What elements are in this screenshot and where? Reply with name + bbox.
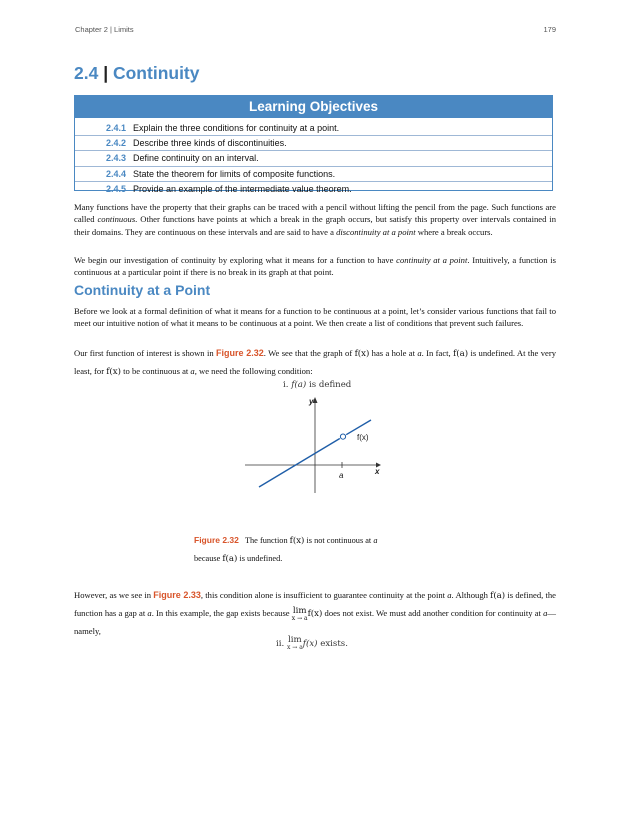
objective-item <box>75 167 552 182</box>
caption-label: Figure 2.32 <box>194 535 239 545</box>
text-run: is undefined. <box>237 554 283 563</box>
math-fa: f(a) <box>490 591 506 601</box>
text-run: has a hole at <box>371 348 418 358</box>
text-run: to be continuous at <box>123 366 191 376</box>
math-fx: f(x) <box>354 349 370 359</box>
text-run: where a break occurs. <box>415 226 493 237</box>
math-a: a <box>417 348 422 358</box>
math-a: a <box>190 366 195 376</box>
lim-symbol: lim <box>288 635 302 645</box>
figure-2-32-caption <box>194 532 444 568</box>
text-run: We begin our investigation of continuity by exploring what it means for a function to have <box>74 255 397 265</box>
condition-label: i. <box>283 380 289 390</box>
objective-number: 2.4.5 <box>106 183 127 194</box>
math-a: a <box>373 536 378 545</box>
subsection-paragraph-1: Before we look at a formal definition of what it means for a function to be continuous at a point, let’s consider various functions that fail to meet our intuitive notion of what it means to be continuous at a point. We then create a list of conditions that prevent such failures. <box>74 306 556 329</box>
math-a: a <box>543 608 548 618</box>
page-number: 179 <box>543 25 556 34</box>
text-run: . Intuitively, a function is continuous at a particular point if there is no break in its graph at that point. <box>74 255 556 278</box>
section-title <box>74 63 200 84</box>
text-run: The function <box>244 536 290 545</box>
objective-item <box>75 151 552 166</box>
math-a: a <box>447 590 452 600</box>
text-run: is not continuous at <box>304 536 374 545</box>
figure-link-2-32[interactable]: Figure 2.32 <box>216 348 264 358</box>
term-discontinuity: discontinuity at a point <box>336 226 416 237</box>
limit-expression <box>287 636 303 651</box>
section-title-text: Continuity <box>112 63 200 83</box>
text-run: does not exist. We must add another condition for continuity at <box>324 608 544 618</box>
learning-objectives-box <box>74 95 553 194</box>
text-run: . In fact, <box>421 348 454 358</box>
objective-item <box>75 136 552 151</box>
math-fx: f(x) <box>302 639 318 649</box>
figure-link-2-33[interactable]: Figure 2.33 <box>153 590 201 600</box>
math-a: a <box>147 608 152 618</box>
text-run: because <box>194 554 223 563</box>
math-fa: f(a) <box>222 554 238 564</box>
objective-number: 2.4.3 <box>106 153 127 164</box>
text-run: is undefined. At the very least, for <box>74 348 556 376</box>
term-continuity-at-point: continuity at a point <box>396 255 468 265</box>
learning-objectives-list <box>75 118 552 196</box>
condition-label: ii. <box>276 639 285 649</box>
term-continuous: continuous <box>97 214 136 225</box>
objective-number: 2.4.4 <box>106 168 127 179</box>
objective-item <box>75 121 552 136</box>
text-run: . In this example, the gap exists because <box>151 608 292 618</box>
text-run: . Other functions have points at which a break in the graph occurs, but satisfy this property over intervals contained in their domains. They are continuous on these intervals and are said to have a <box>74 214 556 237</box>
text-run: Many functions have the property that their graphs can be traced with a pencil without lifting the pencil from the page. Such functions are called <box>74 202 556 225</box>
math-fa: f(a) <box>291 380 307 390</box>
tick-label-a: a <box>339 471 344 480</box>
function-label: f(x) <box>357 433 369 442</box>
objective-text: Provide an example of the intermediate value theorem. <box>133 183 352 194</box>
objective-item <box>75 182 552 196</box>
subsection-title: Continuity at a Point <box>74 282 211 298</box>
text-run: is defined, the function has a gap at <box>74 590 556 618</box>
math-fx: f(x) <box>307 609 323 619</box>
condition-text: is defined <box>308 380 352 390</box>
lim-symbol: lim <box>292 605 307 616</box>
objective-text: Describe three kinds of discontinuities. <box>133 138 287 149</box>
condition-ii <box>276 636 348 651</box>
text-run: . We see that the graph of <box>263 348 355 358</box>
objective-text: Explain the three conditions for continuity at a point. <box>133 123 340 133</box>
y-axis-label: y <box>309 397 314 406</box>
condition-i <box>283 380 351 390</box>
text-run: . Although <box>451 590 491 600</box>
intro-paragraph-2 <box>74 254 556 279</box>
text-run: , this condition alone is insufficient to guarantee continuity at the point <box>200 590 448 600</box>
section-separator: | <box>103 63 109 83</box>
lim-subscript: x → a <box>291 614 308 622</box>
limit-expression <box>292 607 308 622</box>
text-run: —namely, <box>74 608 556 636</box>
math-fx: f(x) <box>106 367 121 377</box>
text-run: However, as we see in <box>74 590 154 600</box>
intro-paragraph-1 <box>74 201 556 238</box>
math-fa: f(a) <box>453 349 469 359</box>
section-number: 2.4 <box>74 63 99 83</box>
condition-text: exists. <box>320 639 348 649</box>
learning-objectives-heading: Learning Objectives <box>75 96 552 118</box>
text-run: Our first function of interest is shown in <box>74 348 217 358</box>
text-run: , we need the following condition: <box>194 366 313 376</box>
running-head-chapter: Chapter 2 | Limits <box>75 25 134 34</box>
lim-subscript: x → a <box>286 644 303 651</box>
objective-number: 2.4.2 <box>106 138 127 149</box>
function-line-left <box>259 439 340 488</box>
after-figure-paragraph <box>74 587 556 640</box>
hole-marker <box>340 434 345 439</box>
objective-number: 2.4.1 <box>106 123 127 133</box>
objective-text: Define continuity on an interval. <box>133 153 259 164</box>
subsection-paragraph-2 <box>74 345 556 381</box>
x-axis-label: x <box>375 467 380 476</box>
objective-text: State the theorem for limits of composite functions. <box>133 168 336 179</box>
math-fx: f(x) <box>289 536 305 546</box>
figure-2-32-graph <box>245 393 385 493</box>
